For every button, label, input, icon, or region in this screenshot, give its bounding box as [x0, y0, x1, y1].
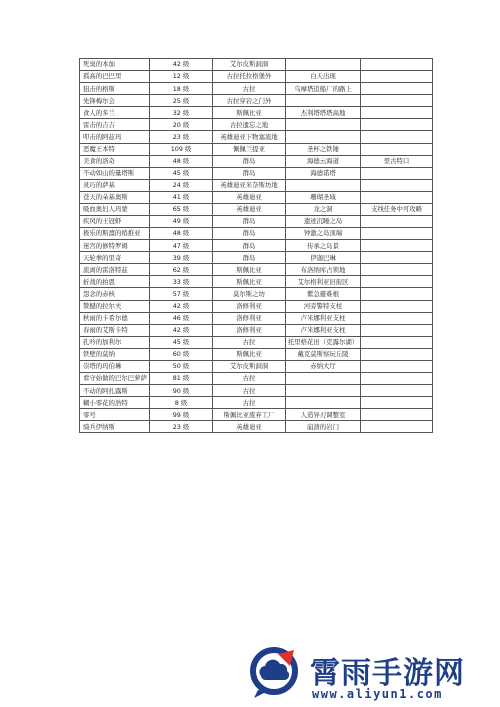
monster-name-cell: 吸血奥妇人玛蒙 [80, 203, 150, 215]
area-cell: 卢米娜利亚支柱 [286, 324, 361, 336]
area-cell [286, 373, 361, 385]
note-cell [361, 264, 433, 276]
monster-name-cell: 折战的拍恩 [80, 276, 150, 288]
location-cell: 英雄迪亚 [213, 421, 286, 433]
location-cell: 古拉 [213, 397, 286, 409]
area-cell: 海德云海道 [286, 155, 361, 167]
area-cell [286, 131, 361, 143]
monster-name-cell: 看守始做的巴尔巴萝萨 [80, 373, 150, 385]
monster-name-cell: 食人的多兰 [80, 107, 150, 119]
location-cell: 英雄迪亚米奈斯坊地 [213, 179, 286, 191]
monster-name-cell: 极乐的斯凛的绡推亚 [80, 228, 150, 240]
area-cell: 崩溃的岩门 [286, 421, 361, 433]
level-cell: 90 级 [150, 385, 213, 397]
location-cell: 古拉托拉格堡外 [213, 71, 286, 83]
location-cell: 洛修利亚 [213, 312, 286, 324]
note-cell [361, 143, 433, 155]
note-cell [361, 131, 433, 143]
monster-name-cell: 美食的洛奇 [80, 155, 150, 167]
monster-name-cell: 春雨的艾斯卡特 [80, 324, 150, 336]
table-row [80, 131, 433, 143]
area-cell [286, 59, 361, 71]
note-cell: 支线任务中可攻略 [361, 203, 433, 215]
table-row [80, 95, 433, 107]
level-cell: 12 级 [150, 71, 213, 83]
level-cell: 32 级 [150, 107, 213, 119]
table-row [80, 240, 433, 252]
area-cell [286, 385, 361, 397]
level-cell: 18 级 [150, 83, 213, 95]
monster-name-cell: 死臭的本加 [80, 59, 150, 71]
level-cell: 8 级 [150, 397, 213, 409]
location-cell: 莫尔斯之坊 [213, 288, 286, 300]
area-cell: 托里格花田（克露尔湖） [286, 336, 361, 348]
table-row [80, 179, 433, 191]
area-cell: 布洛纳库占领地 [286, 264, 361, 276]
monster-name-cell: 孤高的巴巴里 [80, 71, 150, 83]
monster-name-cell: 狙击的格斯 [80, 83, 150, 95]
table-row [80, 373, 433, 385]
table-row [80, 59, 433, 71]
table-row [80, 348, 433, 360]
location-cell: 斯佩比亚 [213, 264, 286, 276]
note-cell [361, 216, 433, 228]
area-cell: 紫急避难根 [286, 288, 361, 300]
table-row [80, 167, 433, 179]
level-cell: 33 级 [150, 276, 213, 288]
note-cell [361, 421, 433, 433]
note-cell: 里古特口 [361, 155, 433, 167]
level-cell: 23 级 [150, 131, 213, 143]
table-row [80, 336, 433, 348]
monster-name-cell: 孔吟的加利尔 [80, 336, 150, 348]
note-cell [361, 167, 433, 179]
note-cell [361, 107, 433, 119]
cloud-bubble-icon [248, 646, 300, 698]
location-cell: 艾尔皮斯洞洞 [213, 360, 286, 372]
level-cell: 65 级 [150, 203, 213, 215]
table-row [80, 421, 433, 433]
level-cell: 57 级 [150, 288, 213, 300]
area-cell: 珊瑚圣域 [286, 191, 361, 203]
table-row [80, 119, 433, 131]
note-cell [361, 179, 433, 191]
location-cell: 洛修利亚 [213, 300, 286, 312]
table-row [80, 71, 433, 83]
location-cell: 群岛 [213, 228, 286, 240]
location-cell: 艾尔皮斯洞洞 [213, 59, 286, 71]
note-cell [361, 409, 433, 421]
note-cell [361, 300, 433, 312]
level-cell: 60 级 [150, 348, 213, 360]
level-cell: 49 级 [150, 216, 213, 228]
location-cell: 英雄迪亚 [213, 191, 286, 203]
monster-name-cell: 零号 [80, 409, 150, 421]
note-cell [361, 348, 433, 360]
level-cell: 20 级 [150, 119, 213, 131]
area-cell: 卢米娜利亚支柱 [286, 312, 361, 324]
level-cell: 81 级 [150, 373, 213, 385]
level-cell: 45 级 [150, 336, 213, 348]
monster-name-cell: 恶魔王本特 [80, 143, 150, 155]
monster-name-cell: 流离的雷洛特兹 [80, 264, 150, 276]
monster-name-cell: 雷击的吉吉 [80, 119, 150, 131]
note-cell [361, 71, 433, 83]
level-cell: 48 级 [150, 228, 213, 240]
level-cell: 42 级 [150, 324, 213, 336]
level-cell: 109 级 [150, 143, 213, 155]
area-cell [286, 179, 361, 191]
location-cell: 古拉遗忘之地 [213, 119, 286, 131]
area-cell: 海德诺塔 [286, 167, 361, 179]
table-row [80, 324, 433, 336]
level-cell: 50 级 [150, 360, 213, 372]
note-cell [361, 95, 433, 107]
area-cell: 艾尔格利亚旧街区 [286, 276, 361, 288]
monster-name-cell: 叩击的阿兹玛 [80, 131, 150, 143]
note-cell [361, 288, 433, 300]
location-cell: 佩佩兰提亚 [213, 143, 286, 155]
monster-name-cell: 迷宫的修特罗姆 [80, 240, 150, 252]
note-cell [361, 360, 433, 372]
level-cell: 25 级 [150, 95, 213, 107]
monster-name-cell: 崇塔的玛伯琳 [80, 360, 150, 372]
area-cell: 河旁警特支柱 [286, 300, 361, 312]
location-cell: 英雄迪亚下物塞流地 [213, 131, 286, 143]
area-cell: 人造异刃调整室 [286, 409, 361, 421]
area-cell: 钟激之岛顶端 [286, 228, 361, 240]
table-row [80, 143, 433, 155]
level-cell: 42 级 [150, 59, 213, 71]
note-cell [361, 191, 433, 203]
table-row [80, 409, 433, 421]
site-watermark [240, 644, 495, 706]
monster-name-cell: 不动的阿扎露斯 [80, 385, 150, 397]
area-cell: 戴克莫斯察玩丘陵 [286, 348, 361, 360]
area-cell: 乌摩塔追船厂的路上 [286, 83, 361, 95]
area-cell: 伊迦巴琳 [286, 252, 361, 264]
monster-name-cell: 秋雨的卡希尔德 [80, 312, 150, 324]
monster-name-cell: 赞撼的拉尔夫 [80, 300, 150, 312]
location-cell: 古拉穿岩之门外 [213, 95, 286, 107]
table-row [80, 312, 433, 324]
level-cell: 46 级 [150, 312, 213, 324]
table-row [80, 216, 433, 228]
location-cell: 群岛 [213, 167, 286, 179]
monster-table [79, 58, 433, 433]
site-url: www.aliyun1.com [312, 687, 443, 701]
note-cell [361, 397, 433, 409]
level-cell: 99 级 [150, 409, 213, 421]
table-row [80, 228, 433, 240]
table-row [80, 264, 433, 276]
table-row [80, 276, 433, 288]
note-cell [361, 240, 433, 252]
area-cell: 遗迹沉睡之岛 [286, 216, 361, 228]
monster-name-cell: 不动如山的量塔斯 [80, 167, 150, 179]
location-cell: 英雄迪亚 [213, 203, 286, 215]
table-row [80, 252, 433, 264]
location-cell: 群岛 [213, 240, 286, 252]
level-cell: 45 级 [150, 167, 213, 179]
level-cell: 41 级 [150, 191, 213, 203]
note-cell [361, 385, 433, 397]
area-cell: 杰利塔塔塔高地 [286, 107, 361, 119]
area-cell [286, 95, 361, 107]
level-cell: 48 级 [150, 155, 213, 167]
level-cell: 24 级 [150, 179, 213, 191]
table-row [80, 191, 433, 203]
monster-name-cell: 疾风的王冠虾 [80, 216, 150, 228]
monster-name-cell: 先锋梅尔会 [80, 95, 150, 107]
area-cell: 龙之洞 [286, 203, 361, 215]
area-cell: 传承之岛景 [286, 240, 361, 252]
note-cell [361, 119, 433, 131]
location-cell: 斯佩比亚 [213, 107, 286, 119]
area-cell [286, 397, 361, 409]
level-cell: 62 级 [150, 264, 213, 276]
location-cell: 古拉 [213, 336, 286, 348]
table-row [80, 107, 433, 119]
level-cell: 47 级 [150, 240, 213, 252]
table-row [80, 288, 433, 300]
monster-name-cell: 铁壁的莫纳 [80, 348, 150, 360]
level-cell: 39 级 [150, 252, 213, 264]
note-cell [361, 312, 433, 324]
monster-table-body [80, 59, 433, 433]
monster-name-cell: 糊小零花的浩特 [80, 397, 150, 409]
location-cell: 群岛 [213, 252, 286, 264]
monster-name-cell: 骑兵伊纳斯 [80, 421, 150, 433]
table-row [80, 397, 433, 409]
monster-name-cell: 天轮拳的里奇 [80, 252, 150, 264]
monster-name-cell: 苍天的朵基奥斯 [80, 191, 150, 203]
location-cell: 斯佩比亚废弃工厂 [213, 409, 286, 421]
area-cell: 白天出现 [286, 71, 361, 83]
table-row [80, 300, 433, 312]
note-cell [361, 336, 433, 348]
location-cell: 古拉 [213, 373, 286, 385]
note-cell [361, 228, 433, 240]
table-row [80, 360, 433, 372]
location-cell: 古拉 [213, 83, 286, 95]
note-cell [361, 83, 433, 95]
level-cell: 42 级 [150, 300, 213, 312]
note-cell [361, 252, 433, 264]
level-cell: 23 级 [150, 421, 213, 433]
location-cell: 斯佩比亚 [213, 276, 286, 288]
location-cell: 群岛 [213, 155, 286, 167]
area-cell [286, 119, 361, 131]
location-cell: 洛修利亚 [213, 324, 286, 336]
monster-name-cell: 灵巧的萨基 [80, 179, 150, 191]
site-brand: 霄雨手游网 [310, 656, 465, 691]
table-row [80, 155, 433, 167]
note-cell [361, 373, 433, 385]
location-cell: 古拉 [213, 385, 286, 397]
monster-name-cell: 怨念的赤核 [80, 288, 150, 300]
area-cell: 圣杯之铁锤 [286, 143, 361, 155]
location-cell: 斯佩比亚 [213, 348, 286, 360]
table-row [80, 385, 433, 397]
table-row [80, 203, 433, 215]
table-row [80, 83, 433, 95]
note-cell [361, 276, 433, 288]
note-cell [361, 59, 433, 71]
area-cell: 赤纳大厅 [286, 360, 361, 372]
location-cell: 群岛 [213, 216, 286, 228]
note-cell [361, 324, 433, 336]
